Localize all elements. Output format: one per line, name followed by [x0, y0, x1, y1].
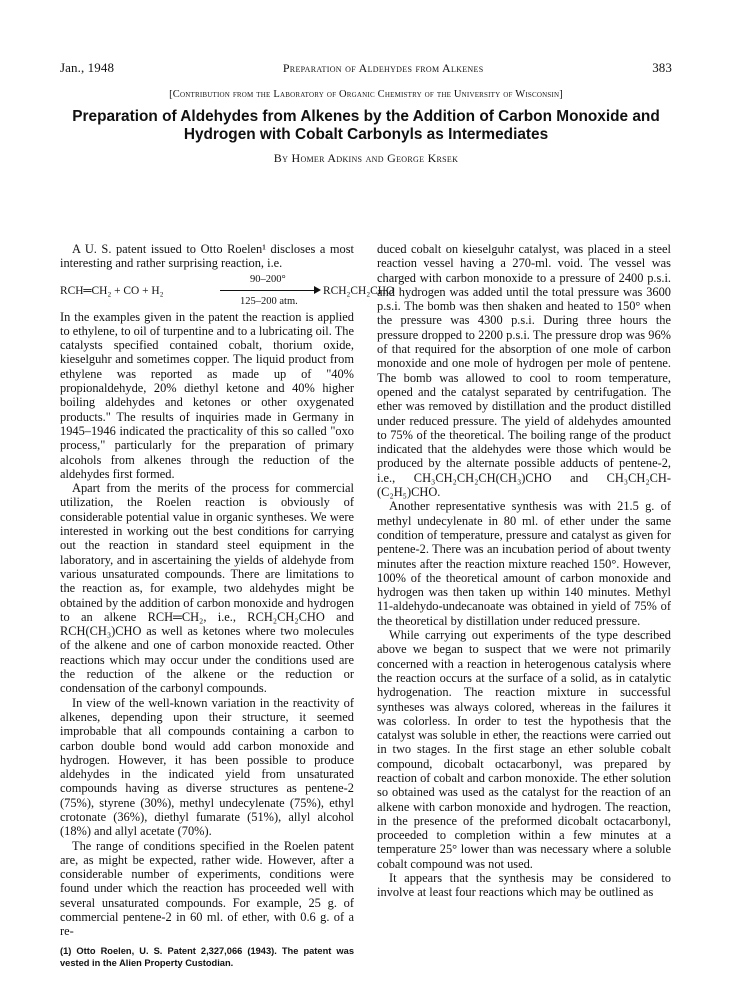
page-number: 383: [652, 60, 672, 75]
reaction-equation: [60, 272, 395, 310]
paragraph: Another representative synthesis was with 21.5 g. of methyl undecylenate in 80 ml. of ether under the same condition of temperature, pressure and catalyst as given for pentene-2. There was an incubation period of about twenty minutes after the reaction mixture reached 150°. However, 100% of the theoretical amount of carbon monoxide and hydrogen was then taken up within 140 minutes. Methyl 11-aldehydo-undecanoate was obtained in yield of 75% of the theoretical by distillation under reduced pressure.: [377, 499, 671, 628]
journal-page: [60, 60, 672, 968]
paragraph: The range of conditions specified in the Roelen patent are, as might be expected, rather wide. However, after a considerable number of experiments, conditions were found under which the reaction has proceeded well with several unsaturated compounds. For example, 25 g. of commercial pentene-2 in 60 ml. of ether, with 0.6 g. of a re-: [60, 838, 354, 939]
issue-date: Jan., 1948: [60, 60, 115, 75]
running-title: Preparation of Aldehydes from Alkenes: [282, 61, 484, 75]
equation-product: RCH₂CH₂CHO: [323, 284, 395, 297]
paragraph: While carrying out experiments of the type described above we began to suspect that we were not primarily concerned with a reaction in heterogenous catalysis where the reaction occurs at the surface of a solid, as in catalytic hydrogenation. The reaction mixture in successful syntheses was always colored, whereas in the failures it was colorless. In order to test the hypothesis that the catalyst was soluble in ether, the reactions were carried out in two stages. In the first stage an ether soluble cobalt compound, dicobalt octacarbonyl, was prepared by reaction of cobalt and carbon monoxide. The ether solution so obtained was used as the catalyst for the reaction of an alkene with carbon monoxide and hydrogen. The reaction, in the presence of the preformed dicobalt octacarbonyl, proceeded to completion within a few minutes at a temperature 25° lower than was necessary where a soluble cobalt compound was not used.: [377, 628, 671, 871]
article-title: Preparation of Aldehydes from Alkenes by the Addition of Carbon Monoxide and Hydrogen with Cobalt Carbonyls as Intermediates: [72, 108, 660, 143]
paragraph: A U. S. patent issued to Otto Roelen¹ discloses a most interesting and rather surprising reaction, i.e.: [60, 242, 354, 271]
article-authors: By Homer Adkins and George Krsek: [273, 151, 459, 165]
left-column: [60, 242, 395, 969]
paragraph: In view of the well-known variation in the reactivity of alkenes, depending upon their structure, it seemed improbable that all compounds containing a carbon to carbon double bond would add carbon monoxide and hydrogen. However, it has been possible to produce aldehydes in the indicated yield from unsaturated compounds having as diverse structures as pentene-2 (75%), styrene (30%), methyl undecylenate (75%), ethyl crotonate (36%), diethyl fumarate (51%), allyl alcohol (18%) and allyl acetate (70%).: [60, 695, 354, 839]
running-head: [60, 60, 672, 76]
equation-temperature: 90–200°: [250, 273, 286, 285]
paragraph: In the examples given in the patent the reaction is applied to ethylene, to oil of turpentine and to a lubricating oil. The catalysts specified contained cobalt, thorium oxide, kieselguhr and sometimes copper. The liquid product from ethylene was reported as made up of "40% propionaldehyde, 20% diethyl ketone and 40% higher boiling aldehydes and ketones or other oxygenated products." The results of inquiries made in Germany in 1945–1946 indicated the practicality of this so called "oxo process," particularly for the preparation of primary alcohols from alkenes through the reduction of the aldehydes first formed.: [60, 309, 354, 481]
right-column: [377, 242, 671, 900]
footnote: (1) Otto Roelen, U. S. Patent 2,327,066 (1943). The patent was vested in the Alien Property Custodian.: [60, 945, 354, 968]
contribution-line: [Contribution from the Laboratory of Organic Chemistry of the University of Wisconsin]: [169, 89, 563, 100]
paragraph: duced cobalt on kieselguhr catalyst, was placed in a steel reaction vessel having a 270-ml. void. The vessel was charged with carbon monoxide to a pressure of 2400 p.s.i. and hydrogen was added until the total pressure was 3600 p.s.i. The bomb was then shaken and heated to 150° when the pressure was 4300 p.s.i. During three hours the pressure dropped to 2200 p.s.i. The pressure drop was 96% of that required for the absorption of one mole of carbon monoxide and one mole of hydrogen per mole of pentene. The bomb was allowed to cool to room temperature, opened and the catalyst separated by centrifugation. The ether was removed by distillation and the product distilled under reduced pressure. The yield of aldehydes amounted to 75% of the theoretical. The boiling range of the product indicated that the aldehydes were those which would be produced by the alternate possible adducts of pentene-2, i.e., CH₃CH₂CH₂CH(CH₃)CHO and CH₃CH₂CH-(C₂H₅)CHO.: [377, 242, 671, 500]
paragraph: It appears that the synthesis may be considered to involve at least four reactions which may be outlined as: [377, 871, 671, 900]
reaction-arrow-icon: [220, 290, 318, 291]
equation-pressure: 125–200 atm.: [240, 295, 298, 307]
equation-reactants: RCH═CH₂ + CO + H₂: [60, 284, 164, 297]
paragraph: Apart from the merits of the process for commercial utilization, the Roelen reaction is obviously of considerable potential value in organic syntheses. We were interested in working out the best conditions for carrying out the reaction in standard steel equipment in the laboratory, and in ascertaining the yields of aldehyde from various unsaturated compounds. There are limitations to the reaction as, for example, two aldehydes might be obtained by the addition of carbon monoxide and hydrogen to an alkene RCH═CH₂, i.e., RCH₂CH₂CHO and RCH(CH₃)CHO as well as ketones where two molecules of the alkene and one of carbon monoxide reacted. Other reactions which may occur under the conditions used are the reduction of the alkene or the reduction or condensation of the carbonyl compounds.: [60, 481, 354, 696]
